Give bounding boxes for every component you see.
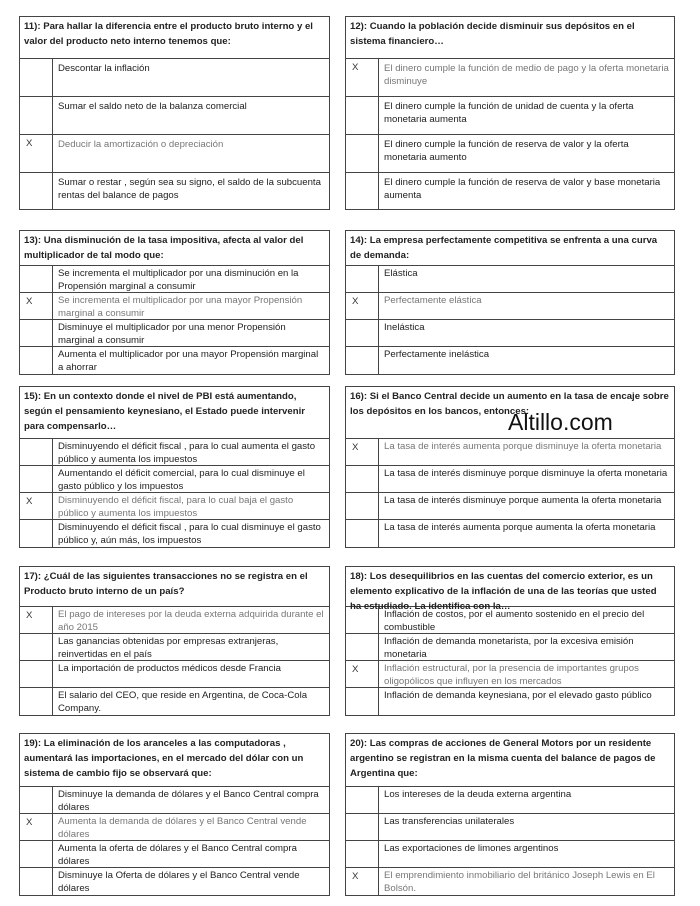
- option-row: [346, 97, 674, 135]
- option-row: [20, 493, 329, 520]
- option-text: Perfectamente inelástica: [384, 349, 490, 360]
- answer-mark: [346, 688, 379, 715]
- option-text: El dinero cumple la función de medio de pago y la oferta monetaria disminuye: [384, 63, 669, 87]
- question-title: 16): Si el Banco Central decide un aumento en la tasa de encaje sobre los depósitos en los bancos, entonces:: [346, 387, 674, 439]
- option-text: Los intereses de la deuda externa argentina: [384, 789, 572, 800]
- option-row: [20, 634, 329, 661]
- answer-mark: [20, 634, 53, 660]
- answer-mark: [20, 466, 53, 492]
- option-row: [346, 135, 674, 173]
- answer-mark: [20, 266, 53, 292]
- question-19: [19, 733, 330, 896]
- question-17: [19, 566, 330, 716]
- answer-mark: X: [20, 607, 53, 633]
- option-text: Disminuye la Oferta de dólares y el Banco Central vende dólares: [58, 870, 300, 894]
- option-text: Inflación de demanda monetarista, por la excesiva emisión monetaria: [384, 636, 634, 660]
- answer-mark: X: [346, 59, 379, 96]
- option-row: [20, 439, 329, 466]
- option-row: [346, 634, 674, 661]
- answer-mark: [20, 841, 53, 867]
- question-title: 12): Cuando la población decide disminuir sus depósitos en el sistema financiero…: [346, 17, 674, 59]
- option-text: Disminuyendo el déficit fiscal , para lo cual aumenta el gasto público y aumenta los impuestos: [58, 441, 316, 465]
- answer-mark: [346, 466, 379, 492]
- watermark-text: Altillo.com: [508, 409, 613, 435]
- option-row: [346, 688, 674, 715]
- option-text: Deducir la amortización o depreciación: [58, 139, 224, 150]
- option-row: [346, 814, 674, 841]
- answer-mark: [346, 320, 379, 346]
- option-row: [20, 841, 329, 868]
- option-row: [20, 59, 329, 97]
- option-text: Aumenta la oferta de dólares y el Banco Central compra dólares: [58, 843, 297, 867]
- option-row: [20, 520, 329, 547]
- option-text: Disminuyendo el déficit fiscal, para lo cual baja el gasto público y aumenta los impuestos: [58, 495, 294, 519]
- answer-mark: X: [20, 293, 53, 319]
- answer-mark: X: [346, 293, 379, 319]
- option-text: Las transferencias unilaterales: [384, 816, 515, 827]
- option-row: [346, 520, 674, 547]
- answer-mark: [346, 173, 379, 209]
- answer-mark: [20, 439, 53, 465]
- option-row: [20, 868, 329, 895]
- option-text: El salario del CEO, que reside en Argentina, de Coca-Cola Company.: [58, 690, 308, 714]
- option-text: Aumentando el déficit comercial, para lo cual disminuye el gasto público y los impuestos: [58, 468, 305, 492]
- option-row: [346, 661, 674, 688]
- question-11: [19, 16, 330, 210]
- answer-mark: [20, 97, 53, 134]
- answer-mark: [20, 173, 53, 209]
- option-text: El dinero cumple la función de reserva de valor y la oferta monetaria aumento: [384, 139, 629, 163]
- option-text: Inflación estructural, por la presencia de importantes grupos oligopólicos que influyen en los mercados: [384, 663, 639, 687]
- option-text: Disminuyendo el déficit fiscal , para lo cual disminuye el gasto público y, aún más, los impuestos: [58, 522, 321, 546]
- option-row: [346, 787, 674, 814]
- question-15: [19, 386, 330, 548]
- option-row: [20, 135, 329, 173]
- option-text: Inflación de costos, por el aumento sostenido en el precio del combustible: [384, 609, 645, 633]
- question-title: 18): Los desequilibrios en las cuentas del comercio exterior, es un elemento explicativo de la inflación de una de las teorías que usted ha estudiado. La identifica con la…: [346, 567, 674, 607]
- question-18: [345, 566, 675, 716]
- option-row: [346, 266, 674, 293]
- question-20: [345, 733, 675, 896]
- option-text: Aumenta el multiplicador por una mayor Propensión marginal a ahorrar: [58, 349, 319, 373]
- option-text: Elástica: [384, 268, 418, 279]
- option-text: La tasa de interés aumenta porque aumenta la oferta monetaria: [384, 522, 656, 533]
- option-text: La tasa de interés disminuye porque aumenta la oferta monetaria: [384, 495, 662, 506]
- option-text: Las ganancias obtenidas por empresas extranjeras, reinvertidas en el país: [58, 636, 279, 660]
- answer-mark: X: [346, 661, 379, 687]
- option-row: [346, 59, 674, 97]
- answer-mark: X: [20, 493, 53, 519]
- option-row: [346, 466, 674, 493]
- answer-mark: [346, 607, 379, 633]
- option-row: [20, 466, 329, 493]
- answer-mark: [346, 814, 379, 840]
- answer-mark: [346, 266, 379, 292]
- question-14: [345, 230, 675, 375]
- option-text: Perfectamente elástica: [384, 295, 482, 306]
- option-text: Inflación de demanda keynesiana, por el elevado gasto público: [384, 690, 652, 701]
- question-title: 15): En un contexto donde el nivel de PBI está aumentando, según el pensamiento keynesiano, el Estado puede intervenir para compensarlo…: [20, 387, 329, 439]
- option-row: [20, 814, 329, 841]
- answer-mark: [346, 841, 379, 867]
- option-text: La tasa de interés disminuye porque disminuye la oferta monetaria: [384, 468, 668, 479]
- question-title: 14): La empresa perfectamente competitiva se enfrenta a una curva de demanda:: [346, 231, 674, 266]
- option-row: [20, 787, 329, 814]
- option-text: Se incrementa el multiplicador por una mayor Propensión marginal a consumir: [58, 295, 303, 319]
- option-text: Sumar el saldo neto de la balanza comercial: [58, 101, 247, 112]
- option-text: Disminuye el multiplicador por una menor Propensión marginal a consumir: [58, 322, 286, 346]
- option-row: [20, 347, 329, 374]
- option-row: [346, 293, 674, 320]
- question-title: 19): La eliminación de los aranceles a las computadoras , aumentará las importaciones, en el mercado del dólar con un sistema de cambio fijo se observará que:: [20, 734, 329, 787]
- answer-mark: [20, 787, 53, 813]
- answer-mark: [346, 634, 379, 660]
- option-row: [346, 173, 674, 209]
- answer-mark: [20, 320, 53, 346]
- option-text: La importación de productos médicos desde Francia: [58, 663, 281, 674]
- option-row: [346, 320, 674, 347]
- question-title: 20): Las compras de acciones de General Motors por un residente argentino se registran en la misma cuenta del balance de pagos de Argentina que:: [346, 734, 674, 787]
- answer-mark: [346, 493, 379, 519]
- answer-mark: X: [346, 868, 379, 895]
- answer-mark: [346, 97, 379, 134]
- option-text: El dinero cumple la función de reserva de valor y base monetaria aumenta: [384, 177, 661, 201]
- option-text: El emprendimiento inmobiliario del británico Joseph Lewis en El Bolsón.: [384, 870, 655, 894]
- answer-mark: X: [346, 439, 379, 465]
- option-row: [20, 661, 329, 688]
- option-text: Inelástica: [384, 322, 425, 333]
- option-row: [346, 841, 674, 868]
- option-text: El pago de intereses por la deuda externa adquirida durante el año 2015: [58, 609, 324, 633]
- option-text: Sumar o restar , según sea su signo, el saldo de la subcuenta rentas del balance de pagos: [58, 177, 321, 201]
- answer-mark: X: [20, 135, 53, 172]
- option-row: [346, 439, 674, 466]
- answer-mark: [20, 688, 53, 715]
- answer-mark: [346, 135, 379, 172]
- option-row: [20, 173, 329, 209]
- option-row: [20, 688, 329, 715]
- answer-mark: [20, 347, 53, 374]
- answer-mark: X: [20, 814, 53, 840]
- option-row: [20, 266, 329, 293]
- option-row: [346, 493, 674, 520]
- option-row: [20, 293, 329, 320]
- option-text: Las exportaciones de limones argentinos: [384, 843, 559, 854]
- option-text: La tasa de interés aumenta porque disminuye la oferta monetaria: [384, 441, 662, 452]
- answer-mark: [20, 520, 53, 547]
- option-text: Descontar la inflación: [58, 63, 150, 74]
- answer-mark: [346, 787, 379, 813]
- question-12: [345, 16, 675, 210]
- answer-mark: [20, 661, 53, 687]
- question-title: 17): ¿Cuál de las siguientes transacciones no se registra en el Producto bruto interno de un país?: [20, 567, 329, 607]
- option-row: [346, 347, 674, 374]
- option-row: [20, 97, 329, 135]
- option-row: [20, 320, 329, 347]
- answer-mark: [346, 347, 379, 374]
- option-row: [346, 607, 674, 634]
- option-text: Se incrementa el multiplicador por una disminución en la Propensión marginal a consumir: [58, 268, 299, 292]
- option-row: [20, 607, 329, 634]
- question-title: 11): Para hallar la diferencia entre el producto bruto interno y el valor del producto neto interno tenemos que:: [20, 17, 329, 59]
- answer-mark: [20, 868, 53, 895]
- option-text: Aumenta la demanda de dólares y el Banco Central vende dólares: [58, 816, 307, 840]
- question-13: [19, 230, 330, 375]
- option-row: [346, 868, 674, 895]
- answer-mark: [20, 59, 53, 96]
- option-text: El dinero cumple la función de unidad de cuenta y la oferta monetaria aumenta: [384, 101, 634, 125]
- question-title: 13): Una disminución de la tasa impositiva, afecta al valor del multiplicador de tal modo que:: [20, 231, 329, 266]
- option-text: Disminuye la demanda de dólares y el Banco Central compra dólares: [58, 789, 319, 813]
- answer-mark: [346, 520, 379, 547]
